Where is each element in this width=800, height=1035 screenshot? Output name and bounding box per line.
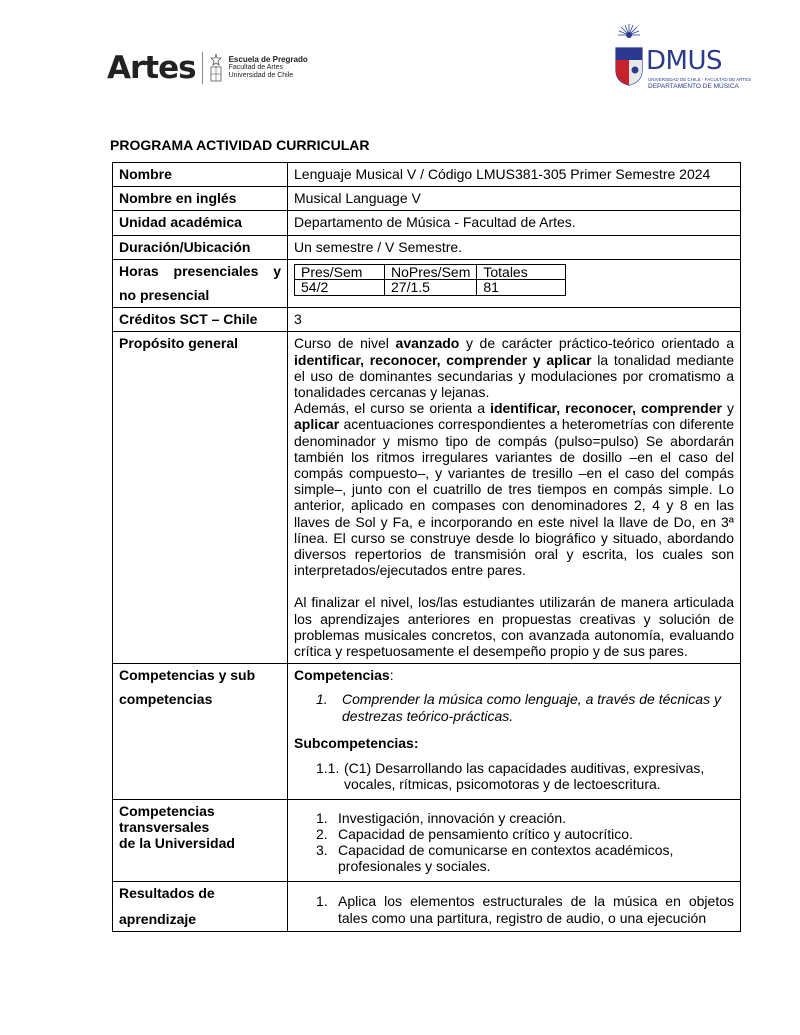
row-duracion (113, 235, 741, 259)
hours-value-nopres: 27/1.5 (385, 280, 477, 296)
competencia-item (316, 691, 734, 723)
label-competencias (113, 664, 288, 799)
list-item-text: Capacidad de pensamiento crítico y autocrítico. (338, 825, 633, 842)
hours-header-row (295, 264, 566, 280)
text-span: y de carácter práctico-teórico orientado a (459, 335, 734, 352)
subcompetencia-item (316, 760, 734, 792)
artes-logo-line3: Universidad de Chile (228, 72, 294, 79)
label-duracion: Duración/Ubicación (113, 235, 288, 259)
row-nombre (113, 163, 741, 187)
transversales-list (316, 810, 734, 875)
row-unidad (113, 211, 741, 235)
list-number: 1. (316, 691, 328, 708)
list-item (316, 842, 734, 874)
label-transversales-line1: Competencias (119, 802, 215, 819)
row-ingles (113, 187, 741, 211)
hours-table (294, 264, 566, 296)
list-number: 3. (316, 841, 328, 858)
program-table (112, 162, 741, 932)
value-unidad: Departamento de Música - Facultad de Artes. (288, 211, 741, 235)
hours-header-pres: Pres/Sem (295, 264, 385, 280)
proposito-paragraph-2 (294, 400, 734, 578)
value-creditos: 3 (288, 308, 741, 332)
value-transversales (288, 799, 741, 882)
hours-header-totales: Totales (477, 264, 566, 280)
competencias-heading (294, 667, 734, 683)
dmus-logo-line1: UNIVERSIDAD DE CHILE · FACULTAD DE ARTES (648, 77, 752, 82)
dmus-logo-word: DMUS (646, 46, 722, 76)
hours-header-nopres: NoPres/Sem (385, 264, 477, 280)
hours-value-pres: 54/2 (295, 280, 385, 296)
label-resultados-line1: Resultados de (119, 885, 215, 902)
list-number: 1. (316, 893, 328, 910)
label-competencias-line2: competencias (119, 691, 213, 708)
dmus-logo (612, 24, 752, 96)
list-number: 1.1. (316, 760, 340, 777)
label-proposito: Propósito general (113, 332, 288, 664)
artes-logo-line2: Facultad de Artes (228, 64, 284, 71)
row-horas (113, 259, 741, 307)
row-proposito (113, 332, 741, 664)
list-item-text: Capacidad de comunicarse en contextos académicos, profesionales y sociales. (338, 841, 674, 875)
hours-value-row (295, 280, 566, 296)
artes-logo-text (229, 56, 308, 80)
label-horas-line1: Horas presenciales y (119, 262, 281, 279)
text-span: acentuaciones correspondientes a heterometrías con diferente denominador y mismo tipo de compás (pulso=pulso) Se abordarán también los ritmos irregulares variantes de dosillo –en el caso del compás compuesto–, y variantes de tresillo –en el caso del compás simple–, junto con el cuatrillo de tres tiempos en compás simple. Lo anterior, aplicado en compases con denominadores 2, 4 y 8 en las llaves de Sol y Fa, e incorporando en este nivel la llave de Do, en 3ª línea. El curso se construye desde lo biográfico y situado, abordando diversos repertorios de transmisión oral y escrita, los cuales son interpretados/ejecutados entre pares. (294, 416, 734, 579)
document-title: PROGRAMA ACTIVIDAD CURRICULAR (110, 137, 370, 153)
list-item-text: Investigación, innovación y creación. (338, 809, 567, 826)
row-competencias (113, 664, 741, 799)
list-item (316, 810, 734, 826)
row-resultados (113, 882, 741, 931)
resultado-item (316, 893, 734, 925)
label-unidad: Unidad académica (113, 211, 288, 235)
text-span: Curso de nivel (294, 335, 396, 352)
star-rays-icon (618, 24, 640, 46)
text-span: y (721, 400, 734, 417)
bold-span: identificar, reconocer, comprender (490, 400, 722, 417)
bold-span: identificar, reconocer, comprender y aplicar (294, 351, 592, 368)
artes-logo-word: Artes (107, 50, 196, 86)
subcompetencia-text: (C1) Desarrollando las capacidades auditivas, expresivas, vocales, rítmicas, psicomotoras y de lectoescritura. (344, 760, 705, 793)
resultado-text: Aplica los elementos estructurales de la música en objetos tales como una partitura, registro de audio, o una ejecución (338, 893, 734, 926)
university-shield-icon (614, 46, 644, 86)
label-transversales-line2: transversales (119, 818, 210, 835)
label-transversales (113, 799, 288, 882)
university-seal-icon (209, 53, 223, 83)
value-horas (288, 259, 741, 307)
proposito-paragraph-1 (294, 335, 734, 400)
label-horas (113, 259, 288, 307)
label-competencias-line1: Competencias y sub (119, 667, 256, 684)
list-number: 2. (316, 825, 328, 842)
value-nombre: Lenguaje Musical V / Código LMUS381-305 Primer Semestre 2024 (288, 163, 741, 187)
dmus-logo-line2: DEPARTAMENTO DE MÚSICA (648, 83, 739, 90)
value-ingles: Musical Language V (288, 187, 741, 211)
artes-logo (107, 50, 308, 86)
bold-span: avanzado (395, 335, 460, 352)
label-resultados (113, 882, 288, 931)
value-duracion: Un semestre / V Semestre. (288, 235, 741, 259)
bold-span: Competencias (294, 667, 390, 684)
row-transversales (113, 799, 741, 882)
value-competencias (288, 664, 741, 799)
hours-value-totales: 81 (477, 280, 566, 296)
list-item (316, 826, 734, 842)
competencia-text: Comprender la música como lenguaje, a través de técnicas y destrezas teórico-prácticas. (342, 691, 721, 724)
label-horas-line2: no presencial (119, 287, 210, 304)
list-number: 1. (316, 809, 328, 826)
label-resultados-line2: aprendizaje (119, 910, 197, 927)
value-resultados (288, 882, 741, 931)
label-ingles: Nombre en inglés (113, 187, 288, 211)
label-creditos: Créditos SCT – Chile (113, 308, 288, 332)
subcompetencias-heading: Subcompetencias: (294, 734, 419, 751)
bold-span: aplicar (294, 416, 340, 433)
label-transversales-line3: de la Universidad (119, 834, 235, 851)
logo-divider (202, 52, 203, 84)
text-span: : (389, 667, 394, 684)
proposito-paragraph-3: Al finalizar el nivel, los/las estudiantes utilizarán de manera articulada los aprendizajes anteriores en propuestas creativas y solución de problemas musicales concretos, con avanzada autonomía, evaluando crítica y respetuosamente el desempeño propio y de sus pares. (294, 594, 734, 660)
row-creditos (113, 308, 741, 332)
value-proposito (288, 332, 741, 664)
label-nombre: Nombre (113, 163, 288, 187)
text-span: Además, el curso se orienta a (294, 400, 491, 417)
text-span: la tonalidad mediante el uso de dominantes secundarias y modulaciones por cromatismo a tonalidades cercanas y lejanas. (294, 351, 734, 401)
artes-logo-line1: Escuela de Pregrado (228, 55, 308, 64)
